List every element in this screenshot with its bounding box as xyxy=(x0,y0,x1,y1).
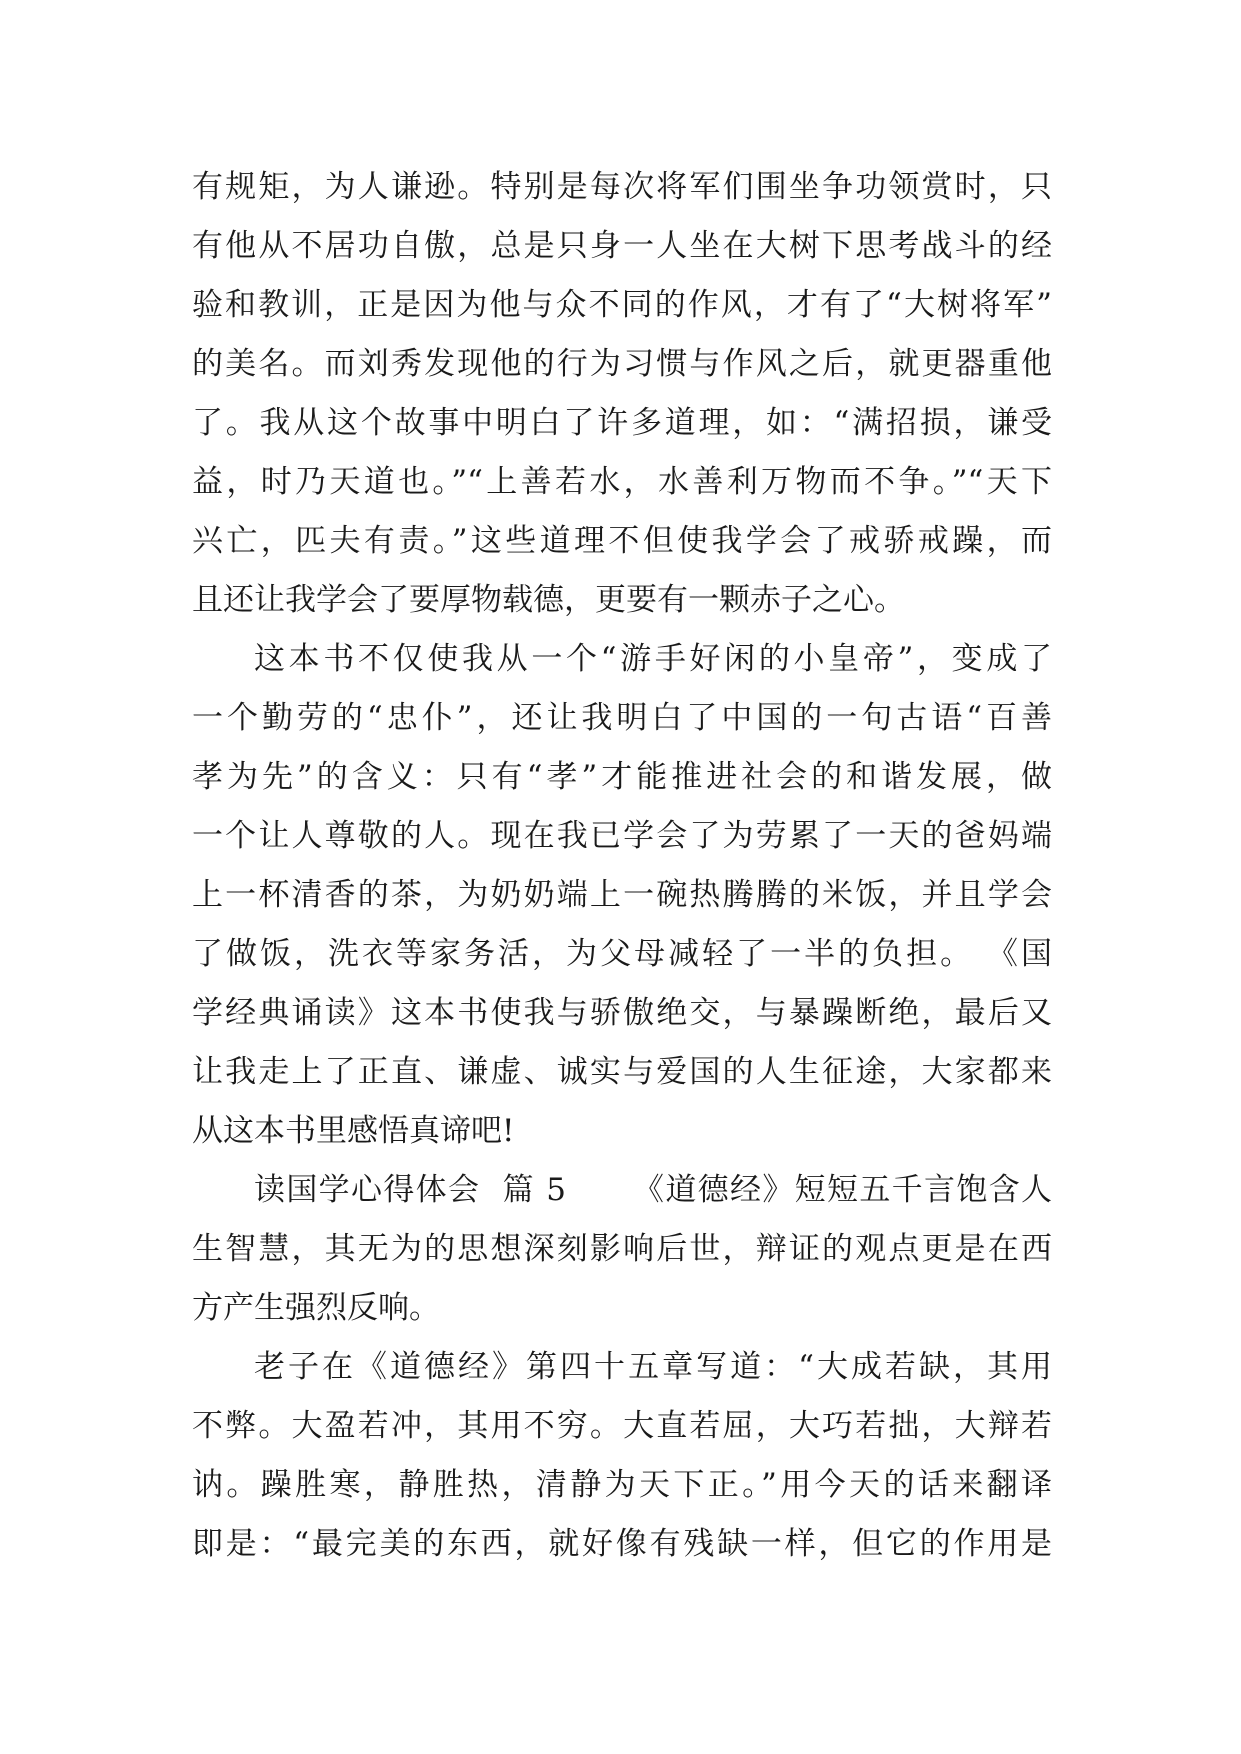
paragraph-first-line: 这本书不仅使我从一个“游手好闲的小皇帝”，变成了 xyxy=(254,641,1052,677)
body-text xyxy=(192,158,1052,1574)
text-line: 验和教训，正是因为他与众不同的作风，才有了“大树将军” xyxy=(192,287,1052,323)
text-line: 的美名。而刘秀发现他的行为习惯与作风之后，就更器重他 xyxy=(192,346,1052,382)
text-line: 孝为先”的含义：只有“孝”才能推进社会的和谐发展，做 xyxy=(192,759,1052,795)
text-line: 即是：“最完美的东西，就好像有残缺一样，但它的作用是 xyxy=(192,1526,1052,1562)
text-line: 方产生强烈反响。 xyxy=(192,1290,440,1326)
text-line: 了。我从这个故事中明白了许多道理，如：“满招损，谦受 xyxy=(192,405,1052,441)
text-line: 从这本书里感悟真谛吧! xyxy=(192,1113,515,1149)
text-line: 上一杯清香的茶，为奶奶端上一碗热腾腾的米饭，并且学会 xyxy=(192,877,1052,913)
text-line: 了做饭，洗衣等家务活，为父母减轻了一半的负担。 《国 xyxy=(192,936,1052,972)
section-heading-line: 读国学心得体会 篇 5 《道德经》短短五千言饱含人 xyxy=(254,1172,1052,1208)
text-line: 一个勤劳的“忠仆”，还让我明白了中国的一句古语“百善 xyxy=(192,700,1052,736)
text-line: 不弊。大盈若冲，其用不穷。大直若屈，大巧若拙，大辩若 xyxy=(192,1408,1052,1444)
text-line: 且还让我学会了要厚物载德，更要有一颗赤子之心。 xyxy=(192,582,905,618)
text-line: 益，时乃天道也。”“上善若水，水善利万物而不争。”“天下 xyxy=(192,464,1052,500)
text-line: 有规矩，为人谦逊。特别是每次将军们围坐争功领赏时，只 xyxy=(192,169,1052,205)
paragraph-first-line: 老子在《道德经》第四十五章写道：“大成若缺，其用 xyxy=(254,1349,1052,1385)
text-line: 有他从不居功自傲，总是只身一人坐在大树下思考战斗的经 xyxy=(192,228,1052,264)
text-line: 生智慧，其无为的思想深刻影响后世，辩证的观点更是在西 xyxy=(192,1231,1052,1267)
text-line: 讷。躁胜寒，静胜热，清静为天下正。”用今天的话来翻译 xyxy=(192,1467,1052,1503)
text-line: 一个让人尊敬的人。现在我已学会了为劳累了一天的爸妈端 xyxy=(192,818,1052,854)
text-line: 学经典诵读》这本书使我与骄傲绝交，与暴躁断绝，最后又 xyxy=(192,995,1052,1031)
text-line: 兴亡，匹夫有责。”这些道理不但使我学会了戒骄戒躁，而 xyxy=(192,523,1052,559)
text-line: 让我走上了正直、谦虚、诚实与爱国的人生征途，大家都来 xyxy=(192,1054,1052,1090)
